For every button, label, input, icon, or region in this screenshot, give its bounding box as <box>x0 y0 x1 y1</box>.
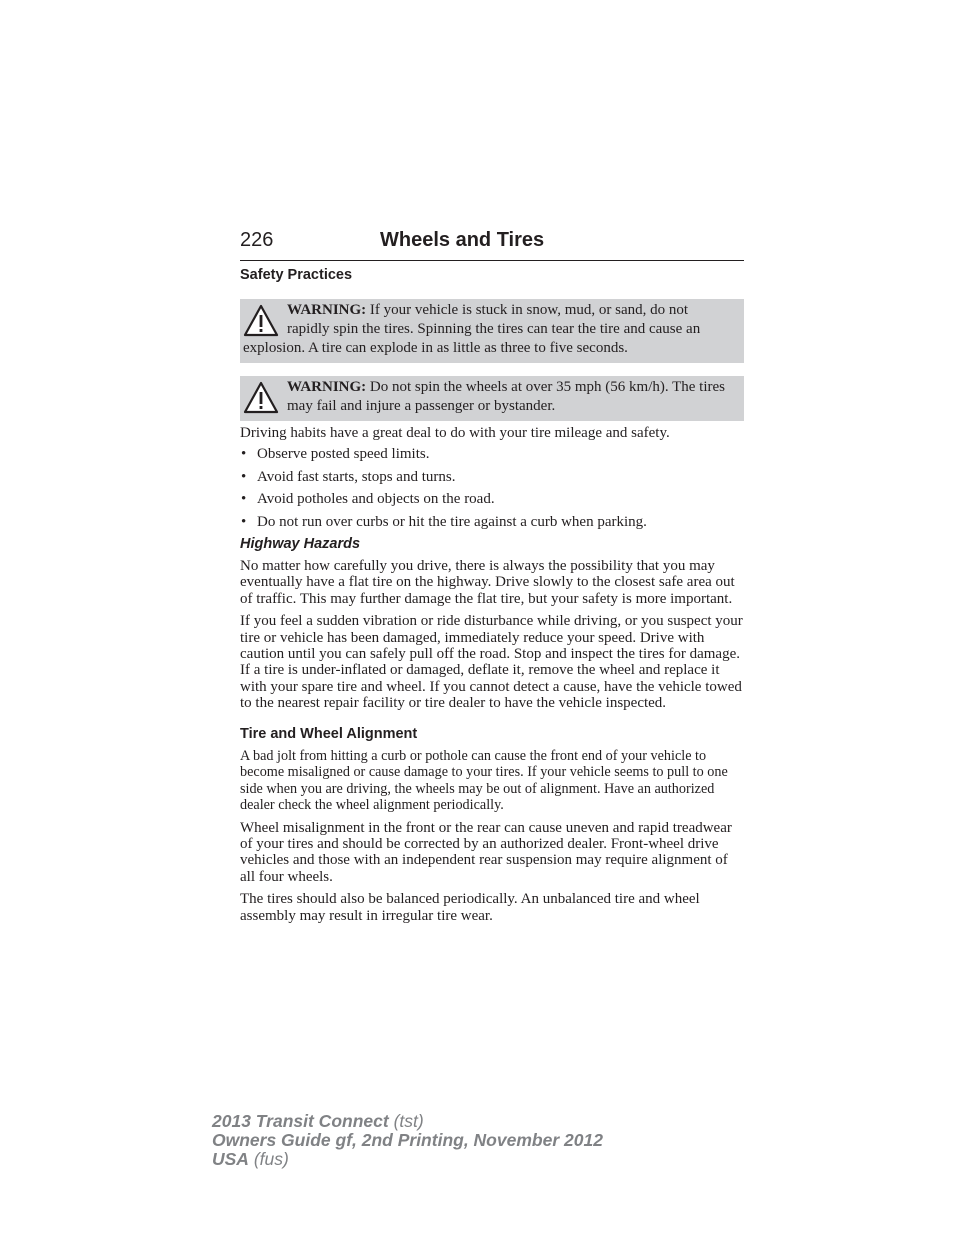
intro-paragraph: Driving habits have a great deal to do with your tire mileage and safety. <box>240 425 670 441</box>
safety-bullet-list <box>240 445 744 531</box>
warning-triangle-icon <box>243 381 279 415</box>
warning-text: Do not spin the wheels at over 35 mph (56 km/h). The tires may fail and injure a passenger or bystander. <box>287 379 725 414</box>
warning-triangle-icon <box>243 304 279 338</box>
page-header <box>240 228 744 261</box>
highway-paragraph-2: If you feel a sudden vibration or ride disturbance while driving, or you suspect your tire or vehicle has been damaged, immediately reduce your speed. Drive with caution until you can safely pull off the road. Stop and inspect the tires for damage. If a tire is under-inflated or damaged, deflate it, remove the wheel and replace it with your spare tire and wheel. If you cannot detect a cause, have the vehicle towed to the nearest repair facility or tire dealer to have the vehicle inspected. <box>240 613 743 712</box>
page-number: 226 <box>240 229 274 251</box>
section-heading-safety-practices: Safety Practices <box>240 267 353 283</box>
warning-text: If your vehicle is stuck in snow, mud, or sand, do not rapidly spin the tires. Spinning the tires can tear the tire and cause an explosion. A tire can explode in as little as three to five seconds. <box>243 302 701 356</box>
chapter-title: Wheels and Tires <box>380 229 545 251</box>
list-item: • Avoid potholes and objects on the road. <box>241 491 495 507</box>
warning-label: WARNING: <box>287 302 367 318</box>
section-heading-highway-hazards: Highway Hazards <box>240 536 361 552</box>
footer-line-model: 2013 Transit Connect (tst) <box>212 1111 424 1131</box>
list-item: • Observe posted speed limits. <box>241 446 430 462</box>
list-item: • Do not run over curbs or hit the tire against a curb when parking. <box>241 513 647 530</box>
alignment-paragraph-2: Wheel misalignment in the front or the rear can cause uneven and rapid treadwear of your tires and should be corrected by an authorized dealer. Front-wheel drive vehicles and those with an independent rear suspension may require alignment of all four wheels. <box>240 819 732 885</box>
footer-line-guide: Owners Guide gf, 2nd Printing, November 2012 <box>212 1130 603 1150</box>
page-content <box>240 266 744 924</box>
footer-line-region: USA (fus) <box>212 1149 289 1169</box>
alignment-paragraph-1: A bad jolt from hitting a curb or pothole can cause the front end of your vehicle to become misaligned or cause damage to your tires. If your vehicle seems to pull to one side when you are driving, the wheels may be out of alignment. Have an authorized dealer check the wheel alignment periodically. <box>240 747 728 814</box>
warning-box-1 <box>240 299 744 363</box>
alignment-paragraph-3: The tires should also be balanced periodically. An unbalanced tire and wheel assembly may result in irregular tire wear. <box>240 891 700 924</box>
warning-label: WARNING: <box>287 379 367 395</box>
highway-paragraph-1: No matter how carefully you drive, there is always the possibility that you may eventually have a flat tire on the highway. Drive slowly to the closest safe area out of traffic. This may further damage the flat tire, but your safety is more important. <box>240 558 735 607</box>
page-footer <box>212 1112 603 1169</box>
section-heading-alignment: Tire and Wheel Alignment <box>240 725 418 742</box>
warning-box-2 <box>240 376 744 421</box>
list-item: • Avoid fast starts, stops and turns. <box>241 468 456 485</box>
